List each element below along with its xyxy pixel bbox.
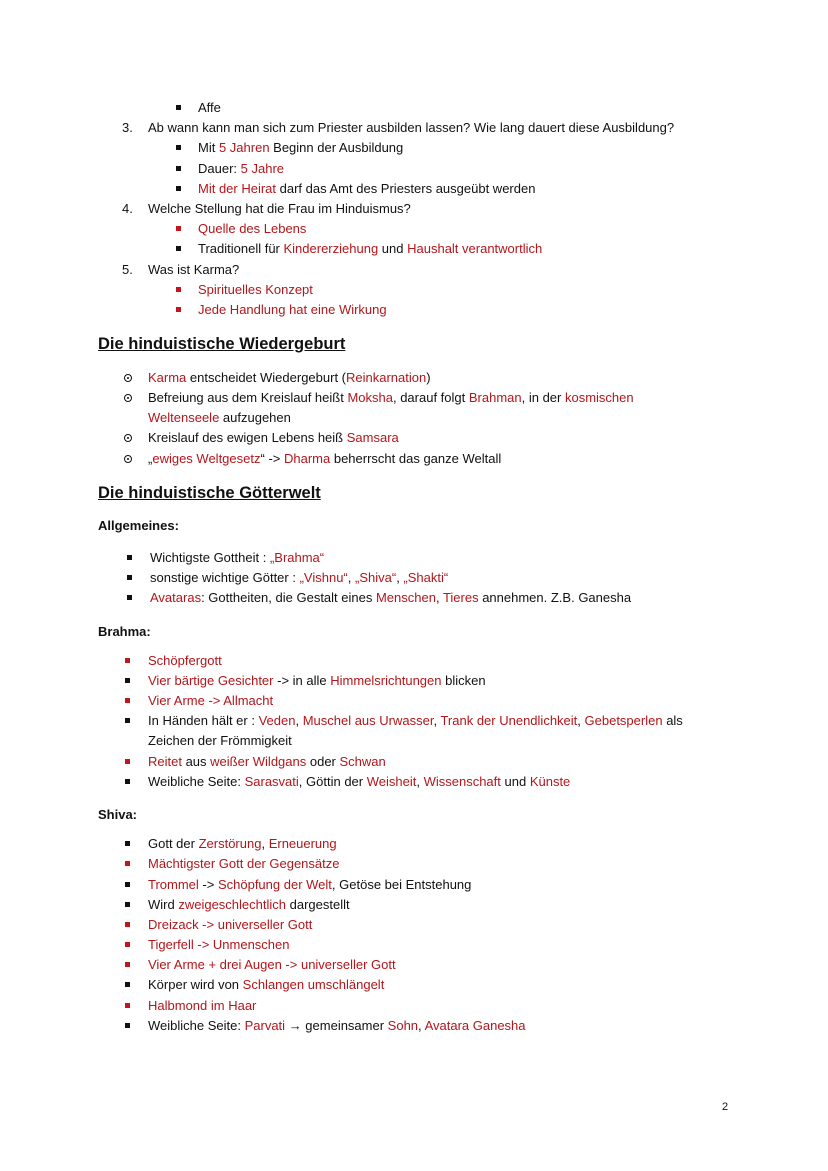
list-item-continuation: Weltenseele aufzugehen [148,410,291,425]
list-item: Halbmond im Haar [148,998,257,1013]
bullet-icon [127,595,132,600]
list-number: 3. [122,120,133,135]
list-item: Weibliche Seite: Parvati → gemeinsamer Sohn, Avatara Ganesha [148,1018,526,1033]
list-item: Traditionell für Kindererziehung und Haushalt verantwortlich [198,241,543,256]
list-item: Wichtigste Gottheit : „Brahma“ [150,550,325,565]
bullet-icon [124,394,132,402]
list-item: Tigerfell -> Unmenschen [148,937,290,952]
list-item: Vier Arme + drei Augen -> universeller Gott [148,957,396,972]
bullet-icon [125,982,130,987]
bullet-icon [125,658,130,663]
subheading-brahma: Brahma: [98,624,151,639]
section-heading-goetterwelt: Die hinduistische Götterwelt [98,484,321,502]
bullet-icon [124,455,132,463]
bullet-icon [176,226,181,231]
question-5: Was ist Karma? [148,262,240,277]
page-number: 2 [722,1101,729,1113]
list-item: Dreizack -> universeller Gott [148,917,313,932]
list-item: Mit 5 Jahren Beginn der Ausbildung [198,140,404,155]
subheading-shiva: Shiva: [98,807,138,822]
bullet-icon [125,1003,130,1008]
question-3: Ab wann kann man sich zum Priester ausbilden lassen? Wie lang dauert diese Ausbildung? [148,120,675,135]
list-item: Befreiung aus dem Kreislauf heißt Moksha, darauf folgt Brahman, in der kosmischen [148,390,634,405]
list-item: Kreislauf des ewigen Lebens heiß Samsara [148,430,399,445]
bullet-icon [176,166,181,171]
list-item: Karma entscheidet Wiedergeburt (Reinkarnation) [148,370,431,385]
list-item: Dauer: 5 Jahre [198,161,285,176]
bullet-icon [176,307,181,312]
bullet-icon [176,145,181,150]
bullet-icon [125,882,130,887]
bullet-icon [125,942,130,947]
bullet-icon [125,718,130,723]
bullet-icon [176,186,181,191]
bullet-icon [127,555,132,560]
bullet-icon [125,861,130,866]
list-item: Weibliche Seite: Sarasvati, Göttin der Weisheit, Wissenschaft und Künste [148,774,571,789]
bullet-icon [176,105,181,110]
bullet-icon [176,246,181,251]
list-item: Spirituelles Konzept [198,282,313,297]
list-item: In Händen hält er : Veden, Muschel aus Urwasser, Trank der Unendlichkeit, Gebetsperlen als [148,713,683,728]
list-item: Gott der Zerstörung, Erneuerung [148,836,337,851]
section-heading-wiedergeburt: Die hinduistische Wiedergeburt [98,335,346,353]
subheading-allgemeines: Allgemeines: [98,518,179,533]
list-item: Mit der Heirat darf das Amt des Priesters ausgeübt werden [198,181,536,196]
bullet-icon [124,374,132,382]
arrow-right-icon: → [288,1018,302,1033]
list-number: 5. [122,262,133,277]
list-item: Affe [198,100,221,115]
list-item-continuation: Zeichen der Frömmigkeit [148,733,292,748]
bullet-icon [125,759,130,764]
bullet-icon [124,434,132,442]
bullet-icon [125,902,130,907]
bullet-icon [125,922,130,927]
list-item: sonstige wichtige Götter : „Vishnu“, „Shiva“, „Shakti“ [150,570,449,585]
list-item: „ewiges Weltgesetz“ -> Dharma beherrscht das ganze Weltall [148,451,502,466]
list-item: Jede Handlung hat eine Wirkung [198,302,387,317]
bullet-icon [127,575,132,580]
list-item: Vier Arme -> Allmacht [148,693,274,708]
list-item: Mächtigster Gott der Gegensätze [148,856,340,871]
bullet-icon [125,779,130,784]
list-item: Schöpfergott [148,653,222,668]
list-item: Quelle des Lebens [198,221,307,236]
list-item: Avataras: Gottheiten, die Gestalt eines Menschen, Tieres annehmen. Z.B. Ganesha [150,590,632,605]
bullet-icon [176,287,181,292]
bullet-icon [125,1023,130,1028]
list-item: Reitet aus weißer Wildgans oder Schwan [148,754,386,769]
list-item: Vier bärtige Gesichter -> in alle Himmelsrichtungen blicken [148,673,486,688]
bullet-icon [125,698,130,703]
bullet-icon [125,841,130,846]
list-item: Körper wird von Schlangen umschlängelt [148,977,385,992]
list-item: Trommel -> Schöpfung der Welt, Getöse bei Entstehung [148,877,472,892]
question-4: Welche Stellung hat die Frau im Hinduismus? [148,201,411,216]
list-item: Wird zweigeschlechtlich dargestellt [148,897,350,912]
bullet-icon [125,962,130,967]
bullet-icon [125,678,130,683]
list-number: 4. [122,201,133,216]
